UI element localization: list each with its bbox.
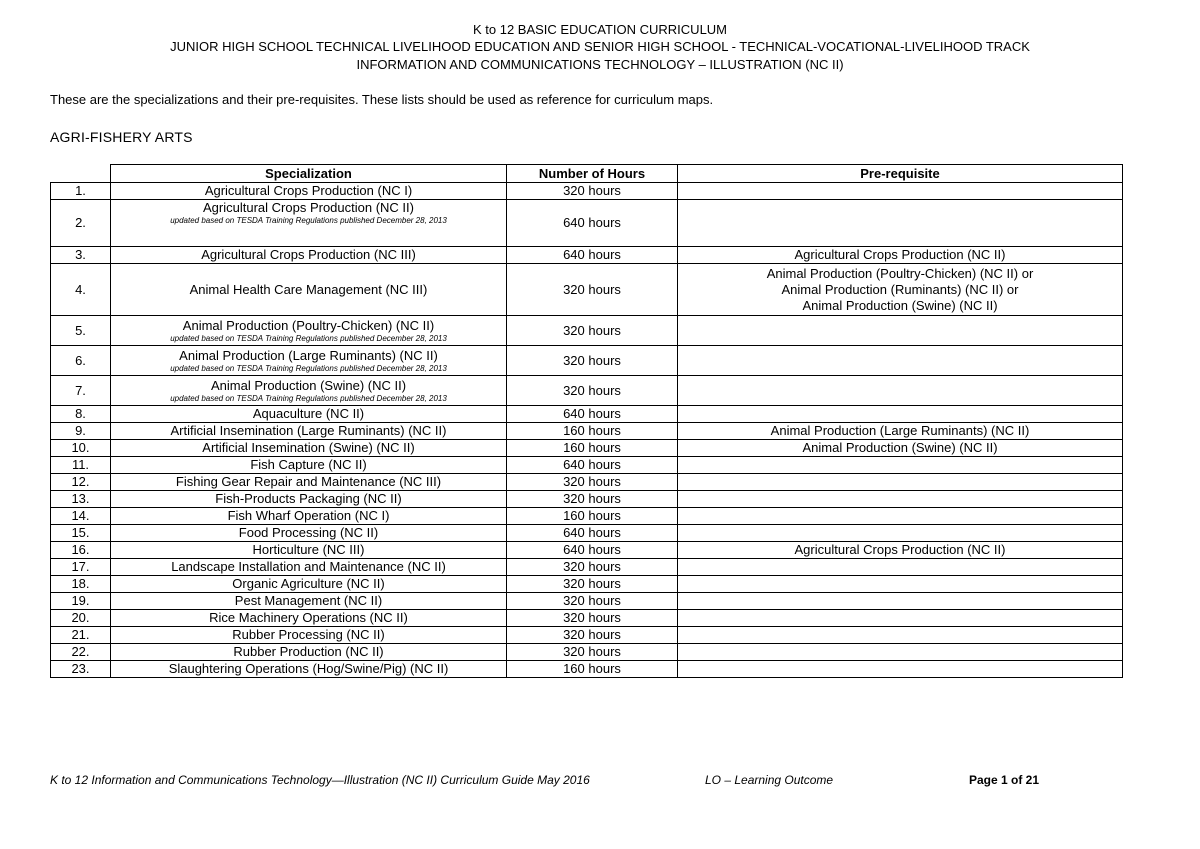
row-prerequisite xyxy=(678,316,1123,346)
row-hours: 160 hours xyxy=(507,508,678,525)
table-row xyxy=(51,525,1123,542)
table-row xyxy=(51,376,1123,406)
row-prerequisite xyxy=(678,525,1123,542)
row-prerequisite-line: Animal Production (Ruminants) (NC II) or xyxy=(781,281,1019,297)
row-prerequisite xyxy=(678,627,1123,644)
row-number: 5. xyxy=(51,316,111,346)
table-row xyxy=(51,264,1123,316)
header-specialization: Specialization xyxy=(111,165,507,183)
table-row xyxy=(51,457,1123,474)
table-row xyxy=(51,247,1123,264)
table-row xyxy=(51,593,1123,610)
row-prerequisite: Agricultural Crops Production (NC II) xyxy=(678,247,1123,264)
row-prerequisite xyxy=(678,559,1123,576)
table-row xyxy=(51,610,1123,627)
row-hours: 320 hours xyxy=(507,644,678,661)
row-note: updated based on TESDA Training Regulations published December 28, 2013 xyxy=(170,334,447,343)
row-specialization: Horticulture (NC III) xyxy=(111,542,507,559)
row-specialization-cell xyxy=(111,376,507,406)
row-specialization-cell xyxy=(111,316,507,346)
row-number: 19. xyxy=(51,593,111,610)
row-prerequisite-line: Animal Production (Swine) (NC II) xyxy=(802,297,998,313)
row-hours: 320 hours xyxy=(507,627,678,644)
row-prerequisite xyxy=(678,491,1123,508)
row-hours: 320 hours xyxy=(507,491,678,508)
table-row xyxy=(51,491,1123,508)
row-number: 20. xyxy=(51,610,111,627)
row-prerequisite-line: Animal Production (Poultry-Chicken) (NC II) or xyxy=(766,265,1034,281)
header-number-cell xyxy=(51,165,111,183)
row-number: 15. xyxy=(51,525,111,542)
row-number: 14. xyxy=(51,508,111,525)
table-row xyxy=(51,559,1123,576)
specialization-table xyxy=(50,164,1123,678)
row-hours: 320 hours xyxy=(507,593,678,610)
row-specialization: Animal Production (Poultry-Chicken) (NC II) xyxy=(182,318,435,333)
table-row xyxy=(51,423,1123,440)
row-specialization: Rice Machinery Operations (NC II) xyxy=(111,610,507,627)
row-hours: 160 hours xyxy=(507,661,678,678)
row-prerequisite xyxy=(678,457,1123,474)
row-specialization: Agricultural Crops Production (NC II) xyxy=(203,200,414,215)
row-specialization: Artificial Insemination (Swine) (NC II) xyxy=(111,440,507,457)
row-prerequisite xyxy=(678,508,1123,525)
row-specialization: Organic Agriculture (NC II) xyxy=(111,576,507,593)
row-prerequisite xyxy=(678,593,1123,610)
row-note: updated based on TESDA Training Regulations published December 28, 2013 xyxy=(170,364,447,373)
row-specialization: Rubber Production (NC II) xyxy=(111,644,507,661)
row-number: 16. xyxy=(51,542,111,559)
table-row xyxy=(51,627,1123,644)
row-number: 4. xyxy=(51,264,111,316)
row-specialization: Fish-Products Packaging (NC II) xyxy=(111,491,507,508)
row-hours: 640 hours xyxy=(507,406,678,423)
footer-document-title: K to 12 Information and Communications Technology—Illustration (NC II) Curriculum Guide May 2016 xyxy=(50,773,590,787)
row-prerequisite xyxy=(678,474,1123,491)
row-hours: 320 hours xyxy=(507,264,678,316)
row-prerequisite xyxy=(678,576,1123,593)
table-row xyxy=(51,576,1123,593)
table-row xyxy=(51,406,1123,423)
header-line-1: K to 12 BASIC EDUCATION CURRICULUM xyxy=(472,22,728,37)
row-specialization: Fishing Gear Repair and Maintenance (NC III) xyxy=(111,474,507,491)
row-hours: 320 hours xyxy=(507,610,678,627)
row-prerequisite xyxy=(678,644,1123,661)
row-prerequisite xyxy=(678,200,1123,247)
row-specialization: Animal Production (Large Ruminants) (NC II) xyxy=(179,348,438,363)
row-specialization: Rubber Processing (NC II) xyxy=(111,627,507,644)
table-header-row xyxy=(51,165,1123,183)
row-specialization-cell xyxy=(111,346,507,376)
row-specialization: Agricultural Crops Production (NC III) xyxy=(111,247,507,264)
row-prerequisite xyxy=(678,406,1123,423)
footer-legend: LO – Learning Outcome xyxy=(705,773,834,787)
section-title: AGRI-FISHERY ARTS xyxy=(50,129,193,145)
row-hours: 320 hours xyxy=(507,576,678,593)
row-specialization: Animal Health Care Management (NC III) xyxy=(111,264,507,316)
row-number: 9. xyxy=(51,423,111,440)
row-prerequisite xyxy=(678,376,1123,406)
row-specialization: Food Processing (NC II) xyxy=(111,525,507,542)
row-specialization: Animal Production (Swine) (NC II) xyxy=(210,378,407,393)
row-number: 17. xyxy=(51,559,111,576)
row-number: 13. xyxy=(51,491,111,508)
row-number: 6. xyxy=(51,346,111,376)
row-number: 8. xyxy=(51,406,111,423)
header-prerequisite: Pre-requisite xyxy=(678,165,1123,183)
row-number: 11. xyxy=(51,457,111,474)
row-hours: 640 hours xyxy=(507,542,678,559)
footer-page-number: Page 1 of 21 xyxy=(969,773,1040,787)
row-note: updated based on TESDA Training Regulations published December 28, 2013 xyxy=(170,216,447,225)
row-prerequisite-cell xyxy=(678,264,1123,316)
row-prerequisite xyxy=(678,183,1123,200)
row-hours: 320 hours xyxy=(507,183,678,200)
row-hours: 640 hours xyxy=(507,525,678,542)
row-hours: 640 hours xyxy=(507,247,678,264)
row-prerequisite xyxy=(678,346,1123,376)
row-number: 23. xyxy=(51,661,111,678)
intro-text: These are the specializations and their pre-requisites. These lists should be used as reference for curriculum maps. xyxy=(50,92,714,107)
row-specialization: Landscape Installation and Maintenance (NC II) xyxy=(111,559,507,576)
row-hours: 320 hours xyxy=(507,316,678,346)
table-row xyxy=(51,644,1123,661)
row-prerequisite: Animal Production (Swine) (NC II) xyxy=(678,440,1123,457)
row-hours: 160 hours xyxy=(507,423,678,440)
row-number: 12. xyxy=(51,474,111,491)
row-specialization: Aquaculture (NC II) xyxy=(111,406,507,423)
table-row xyxy=(51,440,1123,457)
row-prerequisite xyxy=(678,661,1123,678)
row-number: 7. xyxy=(51,376,111,406)
row-specialization: Agricultural Crops Production (NC I) xyxy=(111,183,507,200)
row-number: 21. xyxy=(51,627,111,644)
row-specialization-cell xyxy=(111,200,507,247)
table-row xyxy=(51,316,1123,346)
row-specialization: Slaughtering Operations (Hog/Swine/Pig) (NC II) xyxy=(111,661,507,678)
row-prerequisite xyxy=(678,610,1123,627)
row-prerequisite: Agricultural Crops Production (NC II) xyxy=(678,542,1123,559)
row-hours: 640 hours xyxy=(507,457,678,474)
row-number: 2. xyxy=(51,200,111,247)
table-row xyxy=(51,346,1123,376)
row-number: 22. xyxy=(51,644,111,661)
table-row xyxy=(51,661,1123,678)
row-prerequisite: Animal Production (Large Ruminants) (NC II) xyxy=(678,423,1123,440)
row-number: 18. xyxy=(51,576,111,593)
row-hours: 160 hours xyxy=(507,440,678,457)
row-hours: 320 hours xyxy=(507,559,678,576)
row-hours: 320 hours xyxy=(507,346,678,376)
row-specialization: Fish Wharf Operation (NC I) xyxy=(111,508,507,525)
table-row xyxy=(51,200,1123,247)
table-row xyxy=(51,474,1123,491)
header-line-3: INFORMATION AND COMMUNICATIONS TECHNOLOGY – ILLUSTRATION (NC II) xyxy=(356,57,844,72)
row-number: 1. xyxy=(51,183,111,200)
table-row xyxy=(51,183,1123,200)
row-specialization: Artificial Insemination (Large Ruminants) (NC II) xyxy=(111,423,507,440)
row-number: 3. xyxy=(51,247,111,264)
table-row xyxy=(51,542,1123,559)
row-hours: 320 hours xyxy=(507,474,678,491)
row-specialization: Fish Capture (NC II) xyxy=(111,457,507,474)
header-hours: Number of Hours xyxy=(507,165,678,183)
row-hours: 320 hours xyxy=(507,376,678,406)
table-row xyxy=(51,508,1123,525)
header-line-2: JUNIOR HIGH SCHOOL TECHNICAL LIVELIHOOD EDUCATION AND SENIOR HIGH SCHOOL - TECHNICAL-VOCATIONAL-LIVELIHOOD TRACK xyxy=(170,39,1030,54)
row-specialization: Pest Management (NC II) xyxy=(111,593,507,610)
row-note: updated based on TESDA Training Regulations published December 28, 2013 xyxy=(170,394,447,403)
row-hours: 640 hours xyxy=(507,200,678,247)
row-number: 10. xyxy=(51,440,111,457)
